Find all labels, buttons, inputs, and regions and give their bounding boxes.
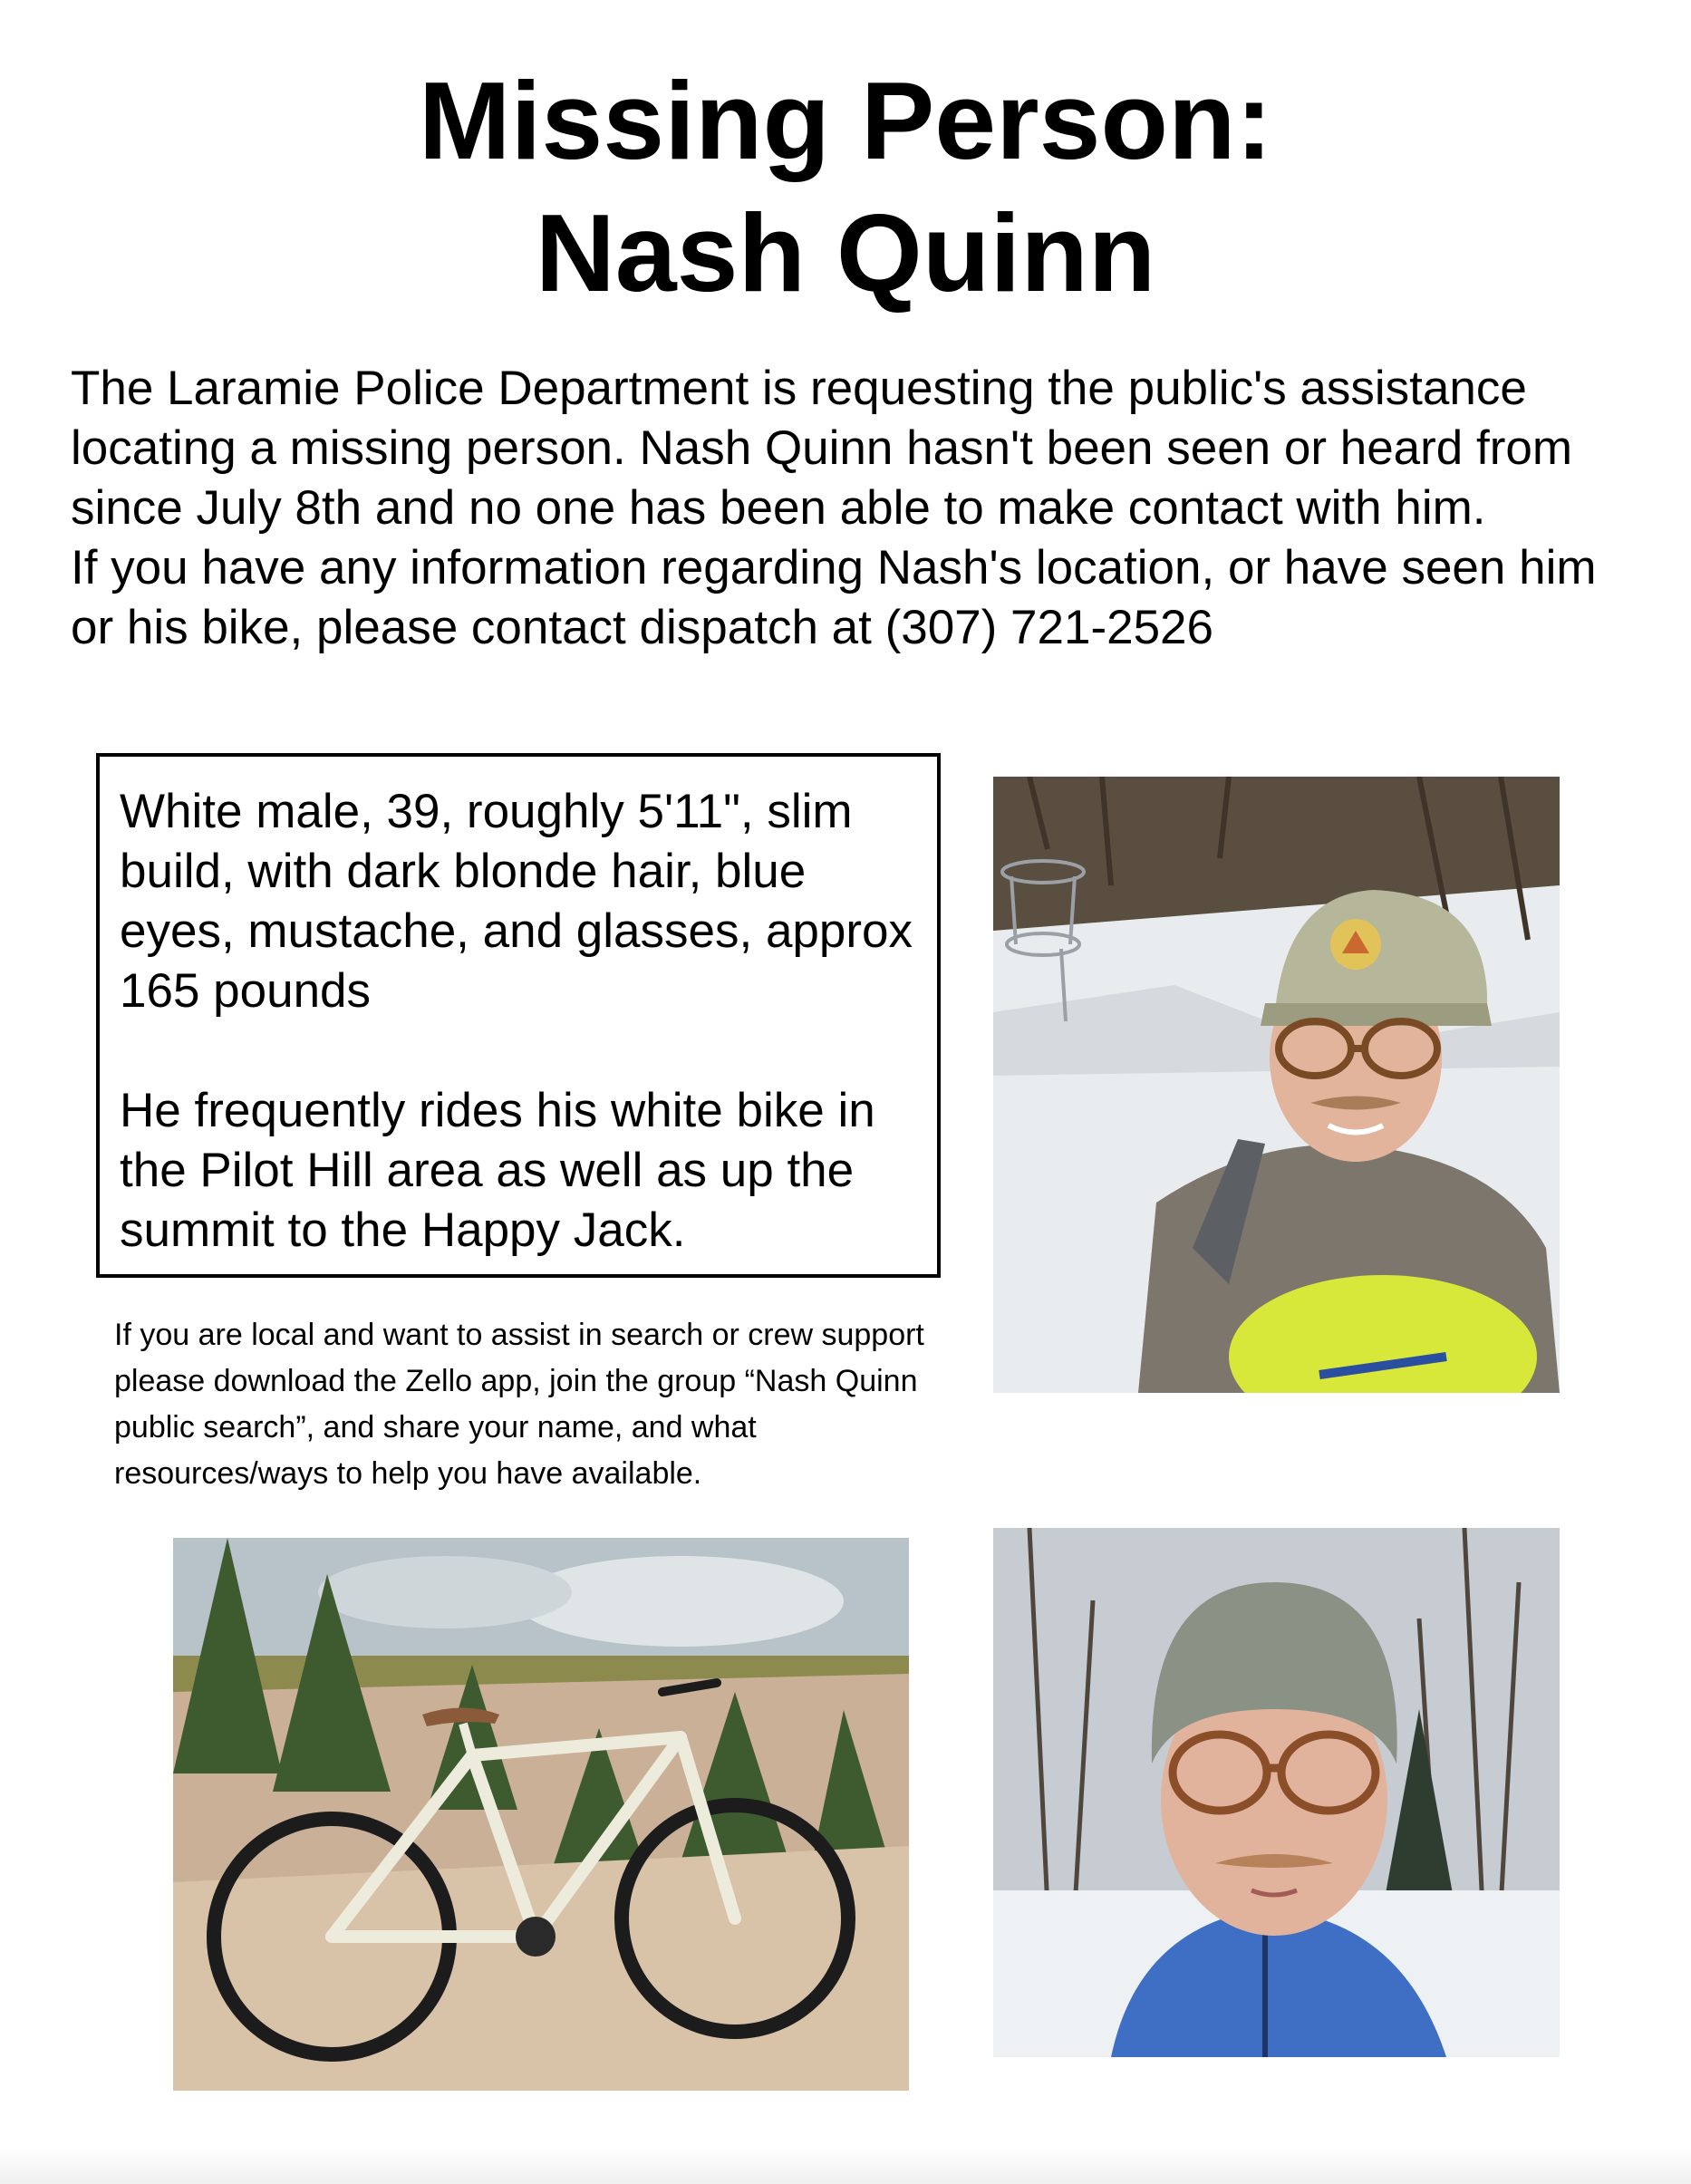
intro-text bbox=[71, 359, 1629, 658]
physical-description: White male, 39, roughly 5'11", slim build, with dark blonde hair, blue eyes, mustache, and glasses, approx 165 pounds bbox=[120, 785, 913, 1018]
intro-paragraph-1: The Laramie Police Department is requesting the public's assistance locating a missing person. Nash Quinn hasn't been seen or heard from since July 8th and no one has been able to make contact with him. bbox=[71, 362, 1573, 535]
zello-note: If you are local and want to assist in search or crew support please download the Zello app, join the group “Nash Quinn public search”, and share your name, and what resources/ways to help you have available. bbox=[114, 1318, 924, 1491]
bike-note: He frequently rides his white bike in the Pilot Hill area as well as up the summit to the Happy Jack. bbox=[120, 1084, 875, 1257]
description-box bbox=[96, 753, 941, 1278]
photo-man-in-beanie-image bbox=[993, 1528, 1560, 2057]
photo-man-in-cap bbox=[993, 777, 1560, 1393]
title-line-1: Missing Person: bbox=[418, 59, 1273, 182]
photo-man-in-cap-image bbox=[993, 777, 1560, 1393]
poster-title bbox=[0, 54, 1691, 319]
photo-white-bike bbox=[173, 1538, 909, 2091]
title-line-2: Nash Quinn bbox=[535, 191, 1156, 314]
intro-paragraph-2: If you have any information regarding Nash's location, or have seen him or his bike, please contact dispatch at (307) 721-2526 bbox=[71, 541, 1597, 654]
photo-man-in-beanie bbox=[993, 1528, 1560, 2057]
photo-white-bike-image bbox=[173, 1538, 909, 2091]
page-bottom-edge bbox=[0, 2148, 1691, 2184]
